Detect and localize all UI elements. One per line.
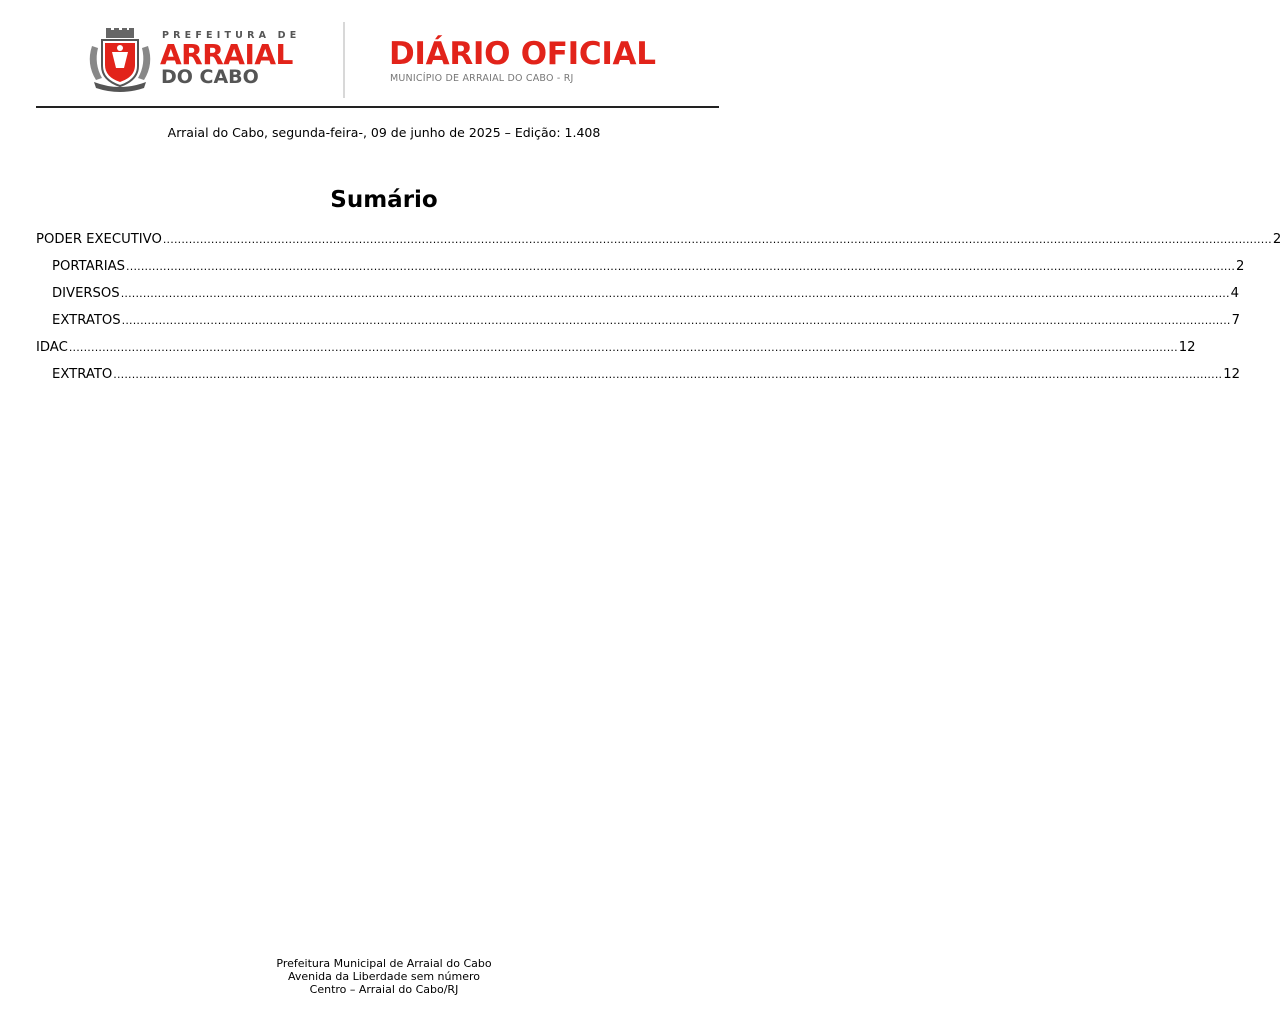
toc-leader-dots: ............................................................................................................................................................................................................................................................................................................ bbox=[120, 287, 1230, 300]
toc-entry-label: DIVERSOS bbox=[52, 286, 120, 301]
footer-line-1: Prefeitura Municipal de Arraial do Cabo bbox=[276, 957, 492, 970]
header-divider bbox=[343, 22, 345, 98]
toc-leader-dots: ............................................................................................................................................................................................................................................................................................................ bbox=[68, 341, 1178, 354]
toc-entry-label: PODER EXECUTIVO bbox=[36, 232, 162, 247]
coat-of-arms-logo bbox=[84, 28, 156, 92]
toc-entry-diversos[interactable] bbox=[36, 285, 1240, 312]
prefeitura-small-label: PREFEITURA DE bbox=[162, 30, 301, 41]
toc-entry-label: EXTRATOS bbox=[52, 313, 121, 328]
toc-entry-page: 7 bbox=[1231, 313, 1240, 328]
toc-entry-page: 12 bbox=[1223, 367, 1241, 382]
toc-entry-extratos[interactable] bbox=[36, 312, 1240, 339]
toc-entry-page: 12 bbox=[1178, 340, 1196, 355]
toc-entry-extrato[interactable] bbox=[36, 366, 1241, 393]
toc-entry-poder-executivo[interactable] bbox=[36, 231, 1281, 258]
footer-line-2: Avenida da Liberdade sem número bbox=[287, 970, 480, 983]
prefeitura-arraial-wordmark: ARRAIAL bbox=[160, 38, 293, 71]
footer-line-3: Centro – Arraial do Cabo/RJ bbox=[309, 983, 459, 996]
page-header bbox=[0, 0, 768, 110]
toc-leader-dots: ............................................................................................................................................................................................................................................................................................................ bbox=[113, 368, 1223, 381]
toc-entry-label: PORTARIAS bbox=[52, 259, 126, 274]
toc-entry-portarias[interactable] bbox=[36, 258, 1245, 285]
toc-leader-dots: ............................................................................................................................................................................................................................................................................................................ bbox=[121, 314, 1231, 327]
toc-entry-label: IDAC bbox=[36, 340, 68, 355]
toc-entry-page: 4 bbox=[1230, 286, 1240, 301]
diario-oficial-subtitle: MUNICÍPIO DE ARRAIAL DO CABO - RJ bbox=[390, 73, 574, 84]
toc-leader-dots: ............................................................................................................................................................................................................................................................................................................ bbox=[126, 260, 1236, 273]
table-of-contents bbox=[36, 231, 1281, 393]
toc-leader-dots: ............................................................................................................................................................................................................................................................................................................ bbox=[162, 233, 1272, 246]
toc-entry-page: 2 bbox=[1236, 259, 1245, 274]
toc-entry-label: EXTRATO bbox=[52, 367, 113, 382]
header-rule bbox=[36, 106, 719, 108]
toc-entry-idac[interactable] bbox=[36, 339, 1196, 366]
prefeitura-do-cabo-wordmark: DO CABO bbox=[161, 66, 259, 88]
toc-entry-page: 2 bbox=[1272, 232, 1281, 247]
summary-title: Sumário bbox=[330, 187, 438, 213]
page-footer bbox=[0, 957, 768, 996]
edition-line: Arraial do Cabo, segunda-feira-, 09 de junho de 2025 – Edição: 1.408 bbox=[167, 125, 601, 140]
diario-oficial-title: DIÁRIO OFICIAL bbox=[389, 36, 656, 72]
